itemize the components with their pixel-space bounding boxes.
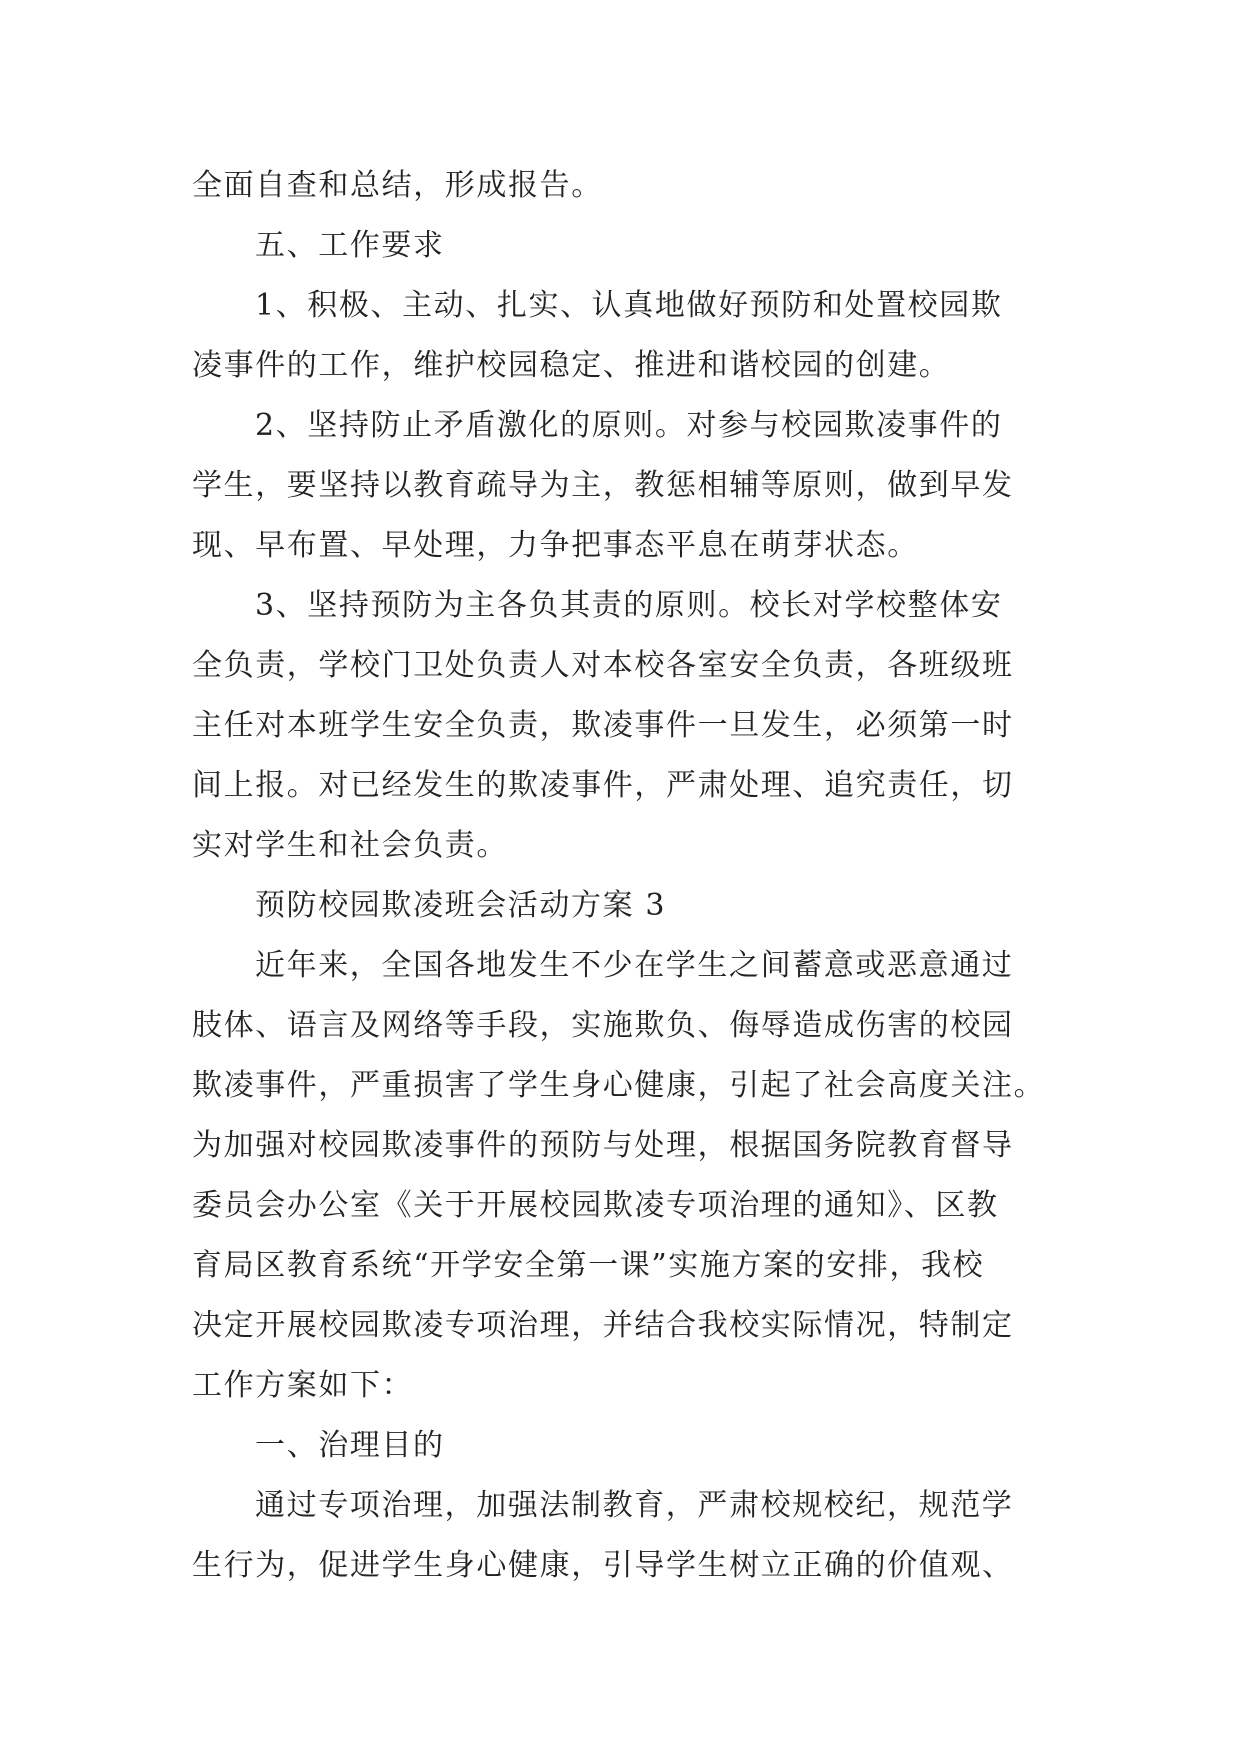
- text-line: 肢体、语言及网络等手段，实施欺负、侮辱造成伤害的校园: [192, 1008, 1014, 1043]
- text-line: 近年来，全国各地发生不少在学生之间蓄意或恶意通过: [255, 948, 1014, 983]
- text-line: 1、积极、主动、扎实、认真地做好预防和处置校园欺: [255, 288, 1003, 323]
- text-line: 间上报。对已经发生的欺凌事件，严肃处理、追究责任，切: [192, 768, 1014, 803]
- text-line: 欺凌事件，严重损害了学生身心健康，引起了社会高度关注。: [192, 1068, 1046, 1103]
- text-line: 通过专项治理，加强法制教育，严肃校规校纪，规范学: [255, 1488, 1014, 1523]
- text-line: 预防校园欺凌班会活动方案 3: [255, 888, 667, 923]
- text-line: 育局区教育系统“开学安全第一课”实施方案的安排，我校: [192, 1248, 985, 1283]
- text-line: 生行为，促进学生身心健康，引导学生树立正确的价值观、: [192, 1548, 1014, 1583]
- text-line: 一、治理目的: [255, 1428, 445, 1463]
- text-line: 现、早布置、早处理，力争把事态平息在萌芽状态。: [192, 528, 919, 563]
- text-line: 委员会办公室《关于开展校园欺凌专项治理的通知》、区教: [192, 1188, 999, 1223]
- text-line: 学生，要坚持以教育疏导为主，教惩相辅等原则，做到早发: [192, 468, 1014, 503]
- text-line: 全负责，学校门卫处负责人对本校各室安全负责，各班级班: [192, 648, 1014, 683]
- text-line: 为加强对校园欺凌事件的预防与处理，根据国务院教育督导: [192, 1128, 1014, 1163]
- text-line: 决定开展校园欺凌专项治理，并结合我校实际情况，特制定: [192, 1308, 1014, 1343]
- text-line: 2、坚持防止矛盾激化的原则。对参与校园欺凌事件的: [255, 408, 1003, 443]
- text-line: 实对学生和社会负责。: [192, 828, 508, 863]
- text-line: 全面自查和总结，形成报告。: [192, 168, 603, 203]
- text-line: 3、坚持预防为主各负其责的原则。校长对学校整体安: [255, 588, 1003, 623]
- text-line: 凌事件的工作，维护校园稳定、推进和谐校园的创建。: [192, 348, 951, 383]
- text-line: 主任对本班学生安全负责，欺凌事件一旦发生，必须第一时: [192, 708, 1014, 743]
- text-line: 五、工作要求: [255, 228, 445, 263]
- document-body: [192, 156, 1072, 1596]
- text-line: 工作方案如下：: [192, 1368, 414, 1403]
